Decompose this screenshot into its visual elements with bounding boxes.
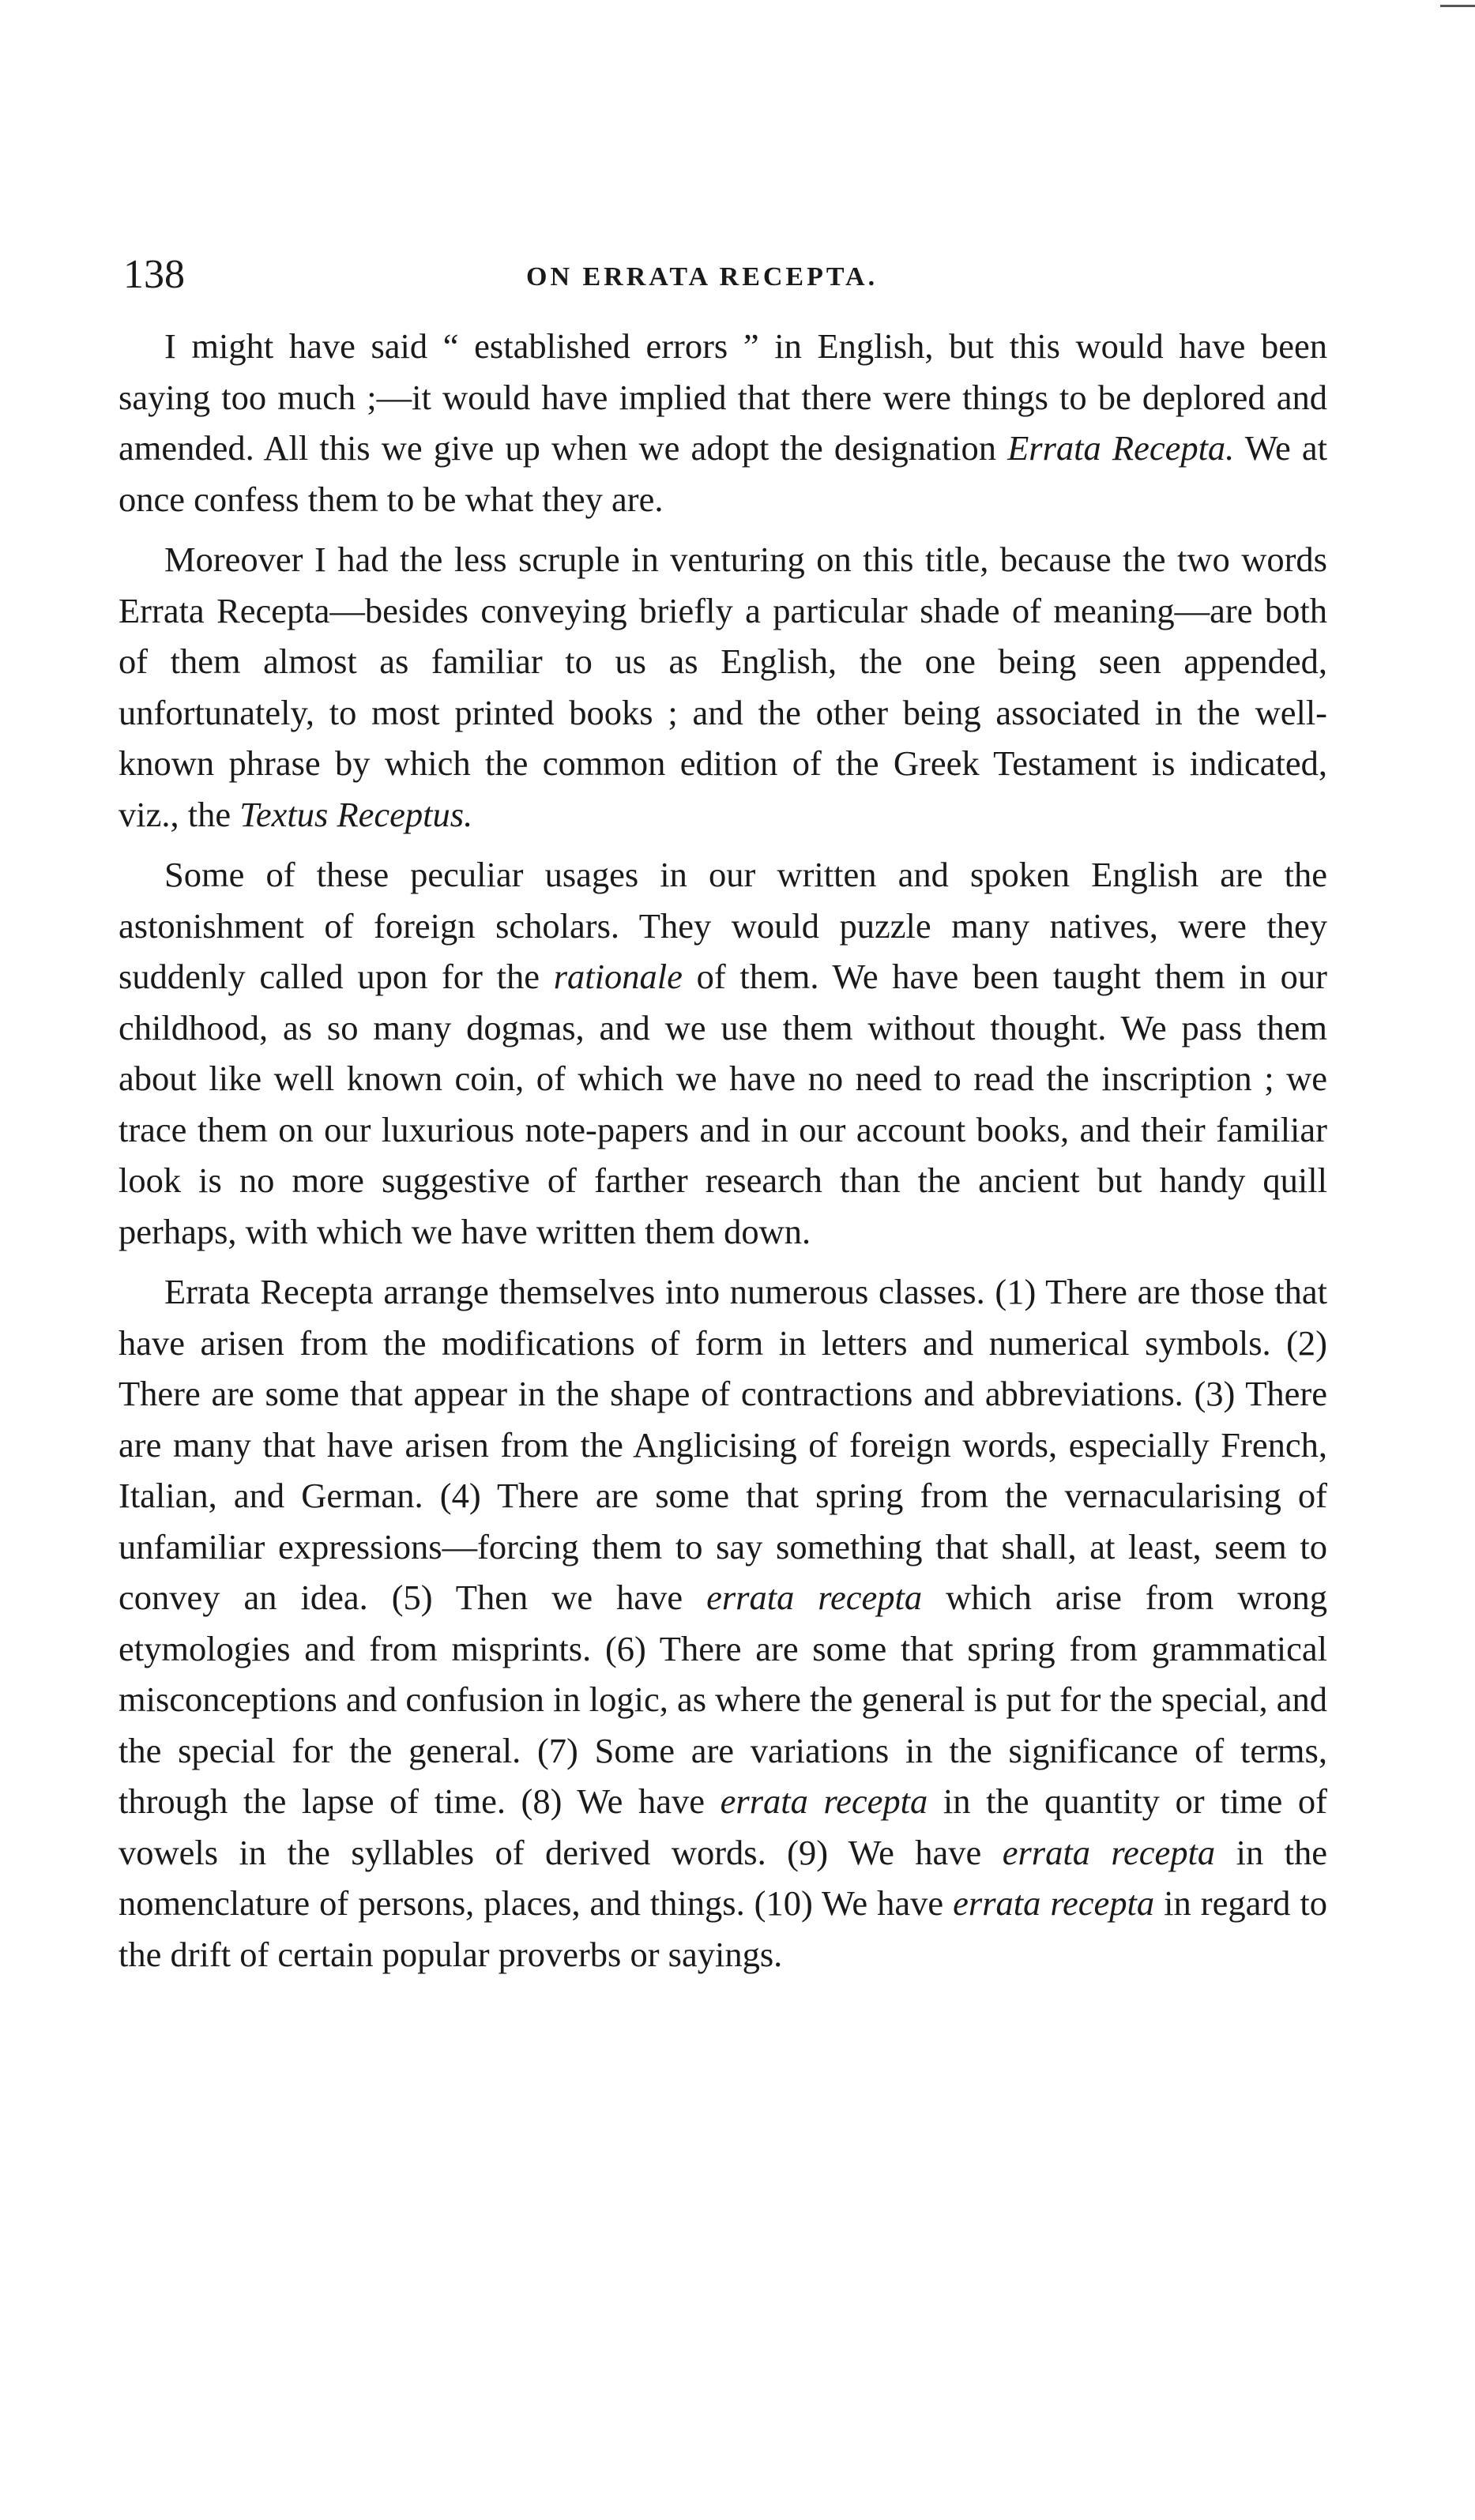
text-run: in the nomenclature of persons, places, and things. (10) We have	[119, 1832, 1327, 1923]
running-title: ON ERRATA RECEPTA.	[526, 262, 879, 291]
text-run: which arise from wrong etymologies and from misprints. (6) There are some that spring from grammatical misconceptions and confusion in logic, as where the general is put for the special, and the special for the general. (7) Some are variations in the significance of terms, through the lapse of time. (8) We have	[119, 1578, 1327, 1821]
text-run: of them. We have been taught them in our childhood, as so many dogmas, and we use them without thought. We pass them about like well known coin, of which we have no need to read the inscription ; we trace them on our luxurious note-papers and in our account books, and their familiar look is no more suggestive of farther research than the ancient but handy quill perhaps, with which we have written them down.	[119, 957, 1328, 1251]
text-run: We at once confess them to be what they are.	[119, 428, 1327, 519]
page-number: 138	[123, 252, 185, 297]
italic-term: errata recepta	[953, 1883, 1155, 1923]
running-header	[123, 251, 1324, 299]
paragraph-2	[119, 534, 1327, 840]
text-run: Errata Recepta arrange themselves into numerous classes. (1) There are those that have arisen from the modifications of form in letters and numerical symbols. (2) There are some that appear in the shape of contractions and abbreviations. (3) There are many that have arisen from the Anglicising of foreign words, especially French, Italian, and German. (4) There are some that spring from the vernacularising of unfamiliar expressions—forcing them to say something that shall, at least, seem to convey an idea. (5) Then we have	[119, 1272, 1327, 1617]
paragraph-3	[119, 849, 1327, 1257]
italic-term: rationale	[553, 957, 683, 996]
body-text	[119, 321, 1327, 1989]
text-run: Some of these peculiar usages in our written and spoken English are the astonishment of foreign scholars. They would puzzle many natives, were they suddenly called upon for the	[119, 855, 1327, 996]
text-run: in regard to the drift of certain popular proverbs or sayings.	[119, 1883, 1327, 1974]
page-edge-mark	[1440, 5, 1475, 7]
text-run: in the quantity or time of vowels in the syllables of derived words. (9) We have	[119, 1781, 1327, 1872]
italic-term: errata recepta	[720, 1781, 928, 1821]
text-run: Moreover I had the less scruple in venturing on this title, because the two words Errata Recepta—besides conveying briefly a particular shade of meaning—are both of them almost as familiar to us as English, the one being seen appended, unfortunately, to most printed books ; and the other being associated in the well-known phrase by which the common edition of the Greek Testament is indicated, viz., the	[119, 540, 1327, 834]
italic-term: Textus Receptus.	[239, 794, 473, 834]
paragraph-4	[119, 1266, 1327, 1980]
italic-term: errata recepta	[706, 1578, 923, 1617]
italic-term: errata recepta	[1002, 1832, 1216, 1872]
text-run: I might have said “ established errors ” in English, but this would have been saying too much ;—it would have implied that there were things to be deplored and amended. All this we give up when we adopt the designation	[119, 326, 1327, 468]
paragraph-1	[119, 321, 1327, 525]
italic-term: Errata Recepta.	[1007, 428, 1235, 468]
